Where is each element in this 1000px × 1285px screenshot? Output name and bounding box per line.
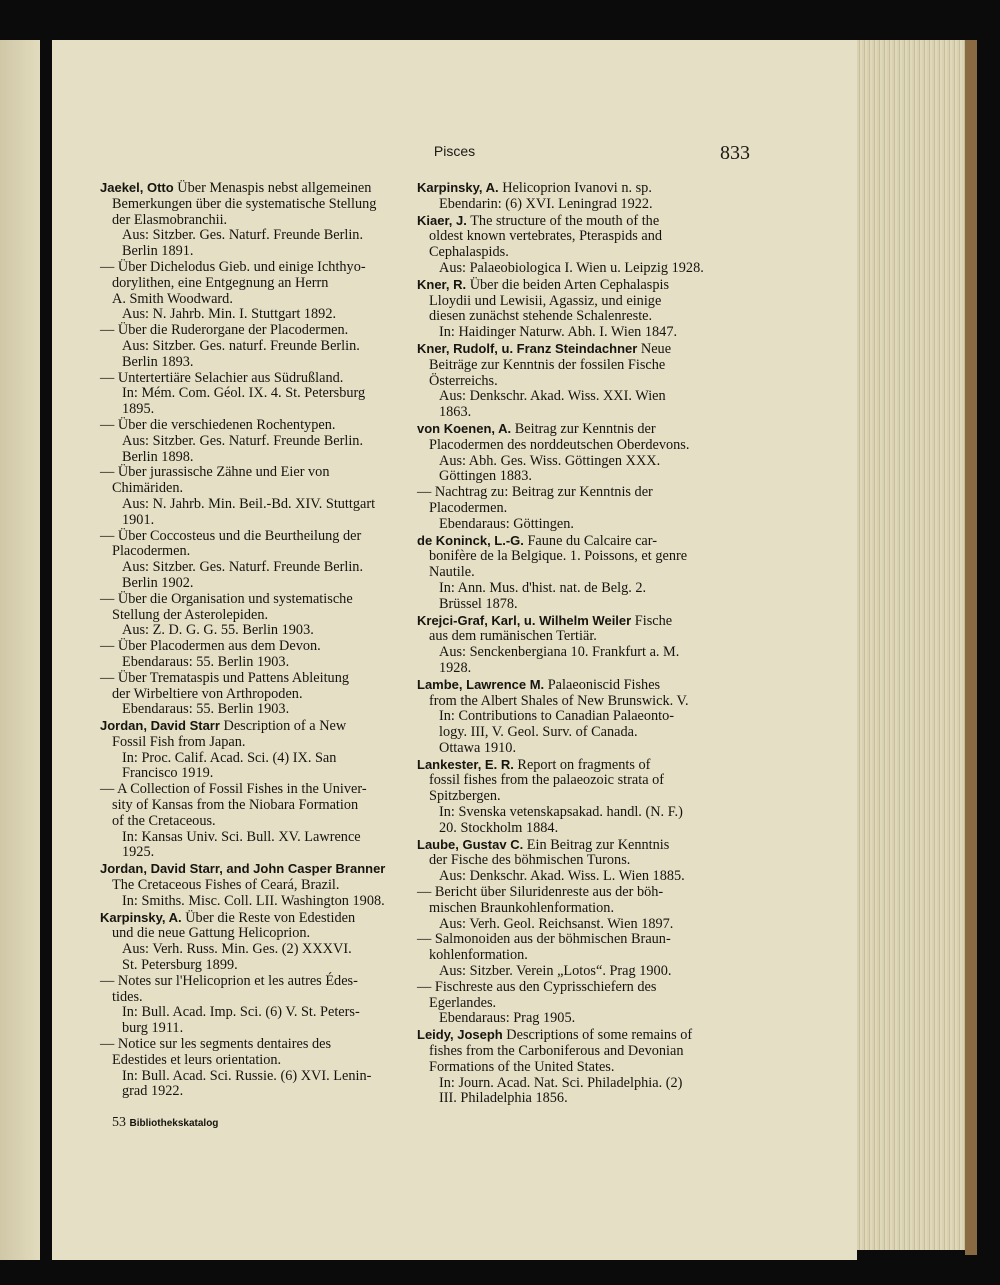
entry-line: Edestides et leurs orientation. — [112, 1051, 282, 1068]
entry-line: — Über Coccosteus und die Beurtheilung der — [100, 527, 362, 544]
bibliography-entry — [100, 974, 395, 1037]
bibliography-entry — [100, 465, 395, 528]
entry-author: Jordan, David Starr, and John Casper Branner — [100, 861, 386, 877]
entry-line: Kner, Rudolf, u. Franz Steindachner Neue — [417, 340, 672, 357]
entry-line: Österreichs. — [429, 372, 498, 389]
entry-line: der Wirbeltiere von Arthropoden. — [112, 685, 303, 702]
entry-line: Laube, Gustav C. Ein Beitrag zur Kenntnis — [417, 836, 670, 853]
running-head: Pisces — [433, 143, 476, 159]
entry-line: 1925. — [122, 844, 155, 861]
entry-line: In: Journ. Acad. Nat. Sci. Philadelphia. (2) — [439, 1074, 683, 1091]
entry-line — [100, 861, 395, 878]
entry-line: grad 1922. — [122, 1083, 184, 1100]
entry-line: Berlin 1893. — [122, 353, 194, 370]
bibliography-entry — [100, 371, 395, 418]
entry-line: Jordan, David Starr Description of a New — [100, 718, 347, 735]
entry-line: Aus: Sitzber. Ges. Naturf. Freunde Berlin. — [122, 432, 364, 449]
entry-line: aus dem rumänischen Tertiär. — [429, 628, 597, 645]
entry-line: In: Ann. Mus. d'hist. nat. de Belg. 2. — [439, 579, 647, 596]
entry-line: Aus: Abh. Ges. Wiss. Göttingen XXX. — [439, 452, 661, 469]
entry-line: — Notice sur les segments dentaires des — [100, 1036, 332, 1053]
entry-line: Karpinsky, A. Helicoprion Ivanovi n. sp. — [417, 180, 652, 196]
entry-line: Karpinsky, A. Über die Reste von Edestiden — [100, 909, 356, 926]
entry-line: bonifère de la Belgique. 1. Poissons, et genre — [429, 548, 688, 565]
entry-line: — Über die verschiedenen Rochentypen. — [100, 416, 336, 433]
entry-line: Aus: N. Jahrb. Min. I. Stuttgart 1892. — [122, 306, 337, 323]
bibliography-entry — [100, 260, 395, 323]
bibliography-entry — [100, 639, 395, 671]
entry-line: tides. — [112, 988, 143, 1005]
entry-line: Egerlandes. — [429, 994, 497, 1011]
bibliography-entry — [417, 213, 712, 277]
entry-line: Stellung der Asterolepiden. — [112, 606, 269, 623]
entry-line: — Fischreste aus den Cyprisschiefern des — [417, 978, 657, 995]
entry-line: In: Contributions to Canadian Palaeonto- — [439, 708, 675, 725]
entry-line: 20. Stockholm 1884. — [439, 819, 559, 836]
entry-line: Jaekel, Otto Über Menaspis nebst allgemeinen — [100, 180, 372, 196]
entry-line: — Bericht über Siluridenreste aus der böh- — [417, 884, 664, 901]
entry-line: Berlin 1898. — [122, 448, 194, 465]
entry-line: Chimäriden. — [112, 480, 184, 497]
entry-line: 1895. — [122, 401, 155, 418]
entry-line: Aus: Denkschr. Akad. Wiss. XXI. Wien — [439, 388, 666, 405]
entry-line: Aus: Senckenbergiana 10. Frankfurt a. M. — [439, 644, 680, 661]
entry-line: Aus: Sitzber. Ges. Naturf. Freunde Berlin. — [122, 559, 364, 576]
entry-line: In: Bull. Acad. Imp. Sci. (6) V. St. Peters- — [122, 1004, 360, 1021]
bibliography-entry — [100, 861, 395, 909]
signature-label: Bibliothekskatalog — [129, 1118, 219, 1129]
entry-author: Kner, Rudolf, u. Franz Steindachner — [417, 340, 638, 356]
bibliography-entry — [100, 418, 395, 465]
entry-line: Aus: Denkschr. Akad. Wiss. L. Wien 1885. — [439, 868, 685, 885]
right-column — [417, 180, 712, 1107]
entry-line: Placodermen des norddeutschen Oberdevons. — [429, 436, 690, 453]
entry-line: Aus: Verh. Russ. Min. Ges. (2) XXXVI. — [122, 941, 352, 958]
entry-line: de Koninck, L.-G. Faune du Calcaire car- — [417, 532, 657, 549]
entry-line: In: Haidinger Naturw. Abh. I. Wien 1847. — [439, 324, 678, 341]
entry-line: Aus: Sitzber. Ges. Naturf. Freunde Berlin. — [122, 227, 364, 244]
entry-line: kohlenformation. — [429, 947, 528, 964]
entry-line: Leidy, Joseph Descriptions of some remains of — [417, 1027, 693, 1044]
entry-line: Göttingen 1883. — [439, 468, 532, 485]
entry-line: Nautile. — [429, 564, 475, 581]
entry-line: Ebendarin: (6) XVI. Leningrad 1922. — [439, 195, 653, 212]
entry-line: Aus: Verh. Geol. Reichsanst. Wien 1897. — [439, 915, 674, 932]
entry-line: Ebendaraus: Göttingen. — [439, 515, 574, 532]
entry-line: of the Cretaceous. — [112, 812, 216, 829]
entry-line: Spitzbergen. — [429, 788, 501, 805]
entry-line: Aus: Z. D. G. G. 55. Berlin 1903. — [122, 622, 314, 639]
bibliography-entry — [417, 757, 712, 837]
entry-line: A. Smith Woodward. — [112, 290, 233, 307]
entry-line: Cephalaspids. — [429, 244, 509, 261]
bibliography-entry — [100, 592, 395, 639]
entry-line: Lloydii und Lewisii, Agassiz, und einige — [429, 292, 662, 309]
entry-line: Beiträge zur Kenntnis der fossilen Fische — [429, 356, 666, 373]
entry-author: Leidy, Joseph — [417, 1027, 503, 1043]
bibliography-entry — [100, 529, 395, 592]
page-number: 833 — [720, 142, 750, 164]
entry-line: In: Bull. Acad. Sci. Russie. (6) XVI. Lenin- — [122, 1067, 372, 1084]
entry-line: — Über jurassische Zähne und Eier von — [100, 464, 330, 481]
bibliography-entry — [417, 885, 712, 932]
book-page — [52, 40, 857, 1260]
entry-line: Aus: Sitzber. Verein „Lotos“. Prag 1900. — [439, 963, 672, 980]
entry-line: 1901. — [122, 511, 155, 528]
bibliography-entry — [417, 277, 712, 341]
entry-line: The Cretaceous Fishes of Ceará, Brazil. — [112, 877, 340, 894]
signature-number: 53 — [112, 1115, 126, 1130]
bibliography-entry — [417, 533, 712, 613]
entry-author: Kiaer, J. — [417, 212, 467, 228]
entry-line: — A Collection of Fossil Fishes in the Univer- — [100, 781, 367, 798]
bibliography-entry — [100, 782, 395, 861]
bibliography-entry — [100, 323, 395, 370]
entry-line: — Untertertiäre Selachier aus Südrußland. — [100, 369, 344, 386]
entry-author: Jordan, David Starr — [100, 718, 220, 734]
bibliography-entry — [100, 910, 395, 974]
entry-line: Fossil Fish from Japan. — [112, 733, 246, 750]
bibliography-entry — [100, 1037, 395, 1100]
entry-author: Jaekel, Otto — [100, 180, 174, 195]
entry-line: In: Kansas Univ. Sci. Bull. XV. Lawrence — [122, 828, 361, 845]
entry-line: — Notes sur l'Helicoprion et les autres Édes- — [100, 972, 358, 989]
bibliography-entry — [417, 1027, 712, 1107]
entry-line: Ebendaraus: 55. Berlin 1903. — [122, 701, 290, 718]
bibliography-entry — [100, 180, 395, 260]
entry-line: 1928. — [439, 659, 472, 676]
entry-line: Placodermen. — [429, 499, 508, 516]
entry-line: oldest known vertebrates, Pteraspids and — [429, 228, 663, 245]
entry-line: Lankester, E. R. Report on fragments of — [417, 756, 651, 773]
entry-line: — Über die Ruderorgane der Placodermen. — [100, 322, 349, 339]
entry-line: von Koenen, A. Beitrag zur Kenntnis der — [417, 420, 656, 437]
entry-line: Aus: Sitzber. Ges. naturf. Freunde Berlin. — [122, 337, 360, 354]
bibliography-entry — [417, 341, 712, 421]
entry-line: fishes from the Carboniferous and Devonian — [429, 1043, 684, 1060]
entry-line: Ebendaraus: Prag 1905. — [439, 1010, 576, 1027]
entry-line: In: Proc. Calif. Acad. Sci. (4) IX. San — [122, 749, 337, 766]
entry-line: — Über die Organisation und systematische — [100, 590, 353, 607]
bibliography-entry — [417, 613, 712, 677]
bibliography-entry — [100, 718, 395, 782]
entry-line: Krejci-Graf, Karl, u. Wilhelm Weiler Fische — [417, 612, 673, 629]
entry-line: und die neue Gattung Helicoprion. — [112, 925, 311, 942]
entry-line: Brüssel 1878. — [439, 595, 518, 612]
entry-line: Berlin 1891. — [122, 243, 194, 260]
entry-author: Laube, Gustav C. — [417, 836, 524, 852]
entry-line: der Elasmobranchii. — [112, 211, 228, 228]
entry-line: — Über Dichelodus Gieb. und einige Ichthyo- — [100, 258, 366, 275]
entry-line: 1863. — [439, 404, 472, 421]
entry-line: In: Smiths. Misc. Coll. LII. Washington 1908. — [122, 892, 385, 909]
entry-author: Karpinsky, A. — [100, 909, 182, 925]
entry-line: diesen zunächst stehende Schalenreste. — [429, 308, 653, 325]
entry-author: von Koenen, A. — [417, 420, 512, 436]
bibliography-entry — [417, 837, 712, 885]
entry-line: sity of Kansas from the Niobara Formation — [112, 797, 359, 814]
entry-line: Francisco 1919. — [122, 765, 214, 782]
entry-line: — Salmonoiden aus der böhmischen Braun- — [417, 931, 671, 948]
entry-line: In: Mém. Com. Géol. IX. 4. St. Petersburg — [122, 385, 366, 402]
entry-line: fossil fishes from the palaeozoic strata of — [429, 772, 665, 789]
signature-footer — [112, 1115, 218, 1131]
entry-line: Aus: Palaeobiologica I. Wien u. Leipzig 1928. — [439, 259, 704, 276]
bibliography-entry — [417, 180, 712, 213]
entry-line: Ottawa 1910. — [439, 739, 517, 756]
entry-line: III. Philadelphia 1856. — [439, 1090, 568, 1107]
entry-line: Ebendaraus: 55. Berlin 1903. — [122, 653, 290, 670]
entry-line: Berlin 1902. — [122, 574, 194, 591]
bibliography-entry — [417, 421, 712, 485]
entry-line: der Fische des böhmischen Turons. — [429, 852, 631, 869]
entry-line: dorylithen, eine Entgegnung an Herrn — [112, 274, 329, 291]
bibliography-entry — [417, 980, 712, 1027]
entry-line: Kiaer, J. The structure of the mouth of the — [417, 212, 660, 229]
entry-line: mischen Braunkohlenformation. — [429, 899, 615, 916]
entry-author: Lankester, E. R. — [417, 756, 514, 772]
bibliography-entry — [417, 932, 712, 979]
entry-author: Karpinsky, A. — [417, 180, 499, 195]
book-cover-edge — [965, 40, 977, 1255]
entry-line: from the Albert Shales of New Brunswick. V. — [429, 692, 689, 709]
bibliography-entry — [417, 677, 712, 757]
entry-author: de Koninck, L.-G. — [417, 532, 524, 548]
entry-line: St. Petersburg 1899. — [122, 957, 238, 974]
entry-line: logy. III, V. Geol. Surv. of Canada. — [439, 724, 638, 741]
entry-line: Formations of the United States. — [429, 1058, 615, 1075]
entry-line: Aus: N. Jahrb. Min. Beil.-Bd. XIV. Stuttgart — [122, 495, 376, 512]
entry-author: Lambe, Lawrence M. — [417, 676, 545, 692]
entry-line: — Nachtrag zu: Beitrag zur Kenntnis der — [417, 484, 653, 501]
entry-line: — Über Placodermen aus dem Devon. — [100, 638, 321, 655]
entry-line: In: Svenska vetenskapsakad. handl. (N. F.) — [439, 804, 683, 821]
entry-author: Kner, R. — [417, 276, 467, 292]
left-column — [100, 180, 395, 1100]
bibliography-entry — [417, 485, 712, 532]
entry-author: Krejci-Graf, Karl, u. Wilhelm Weiler — [417, 612, 632, 628]
entry-line: Kner, R. Über die beiden Arten Cephalaspis — [417, 276, 670, 293]
entry-line: burg 1911. — [122, 1020, 184, 1037]
entry-line: — Über Tremataspis und Pattens Ableitung — [100, 669, 349, 686]
bibliography-entry — [100, 671, 395, 718]
page-block-edges — [857, 40, 965, 1250]
entry-line: Placodermen. — [112, 543, 191, 560]
entry-line: Bemerkungen über die systematische Stellung — [112, 195, 377, 212]
entry-line: Lambe, Lawrence M. Palaeoniscid Fishes — [417, 676, 661, 693]
facing-page-edge — [0, 40, 40, 1260]
